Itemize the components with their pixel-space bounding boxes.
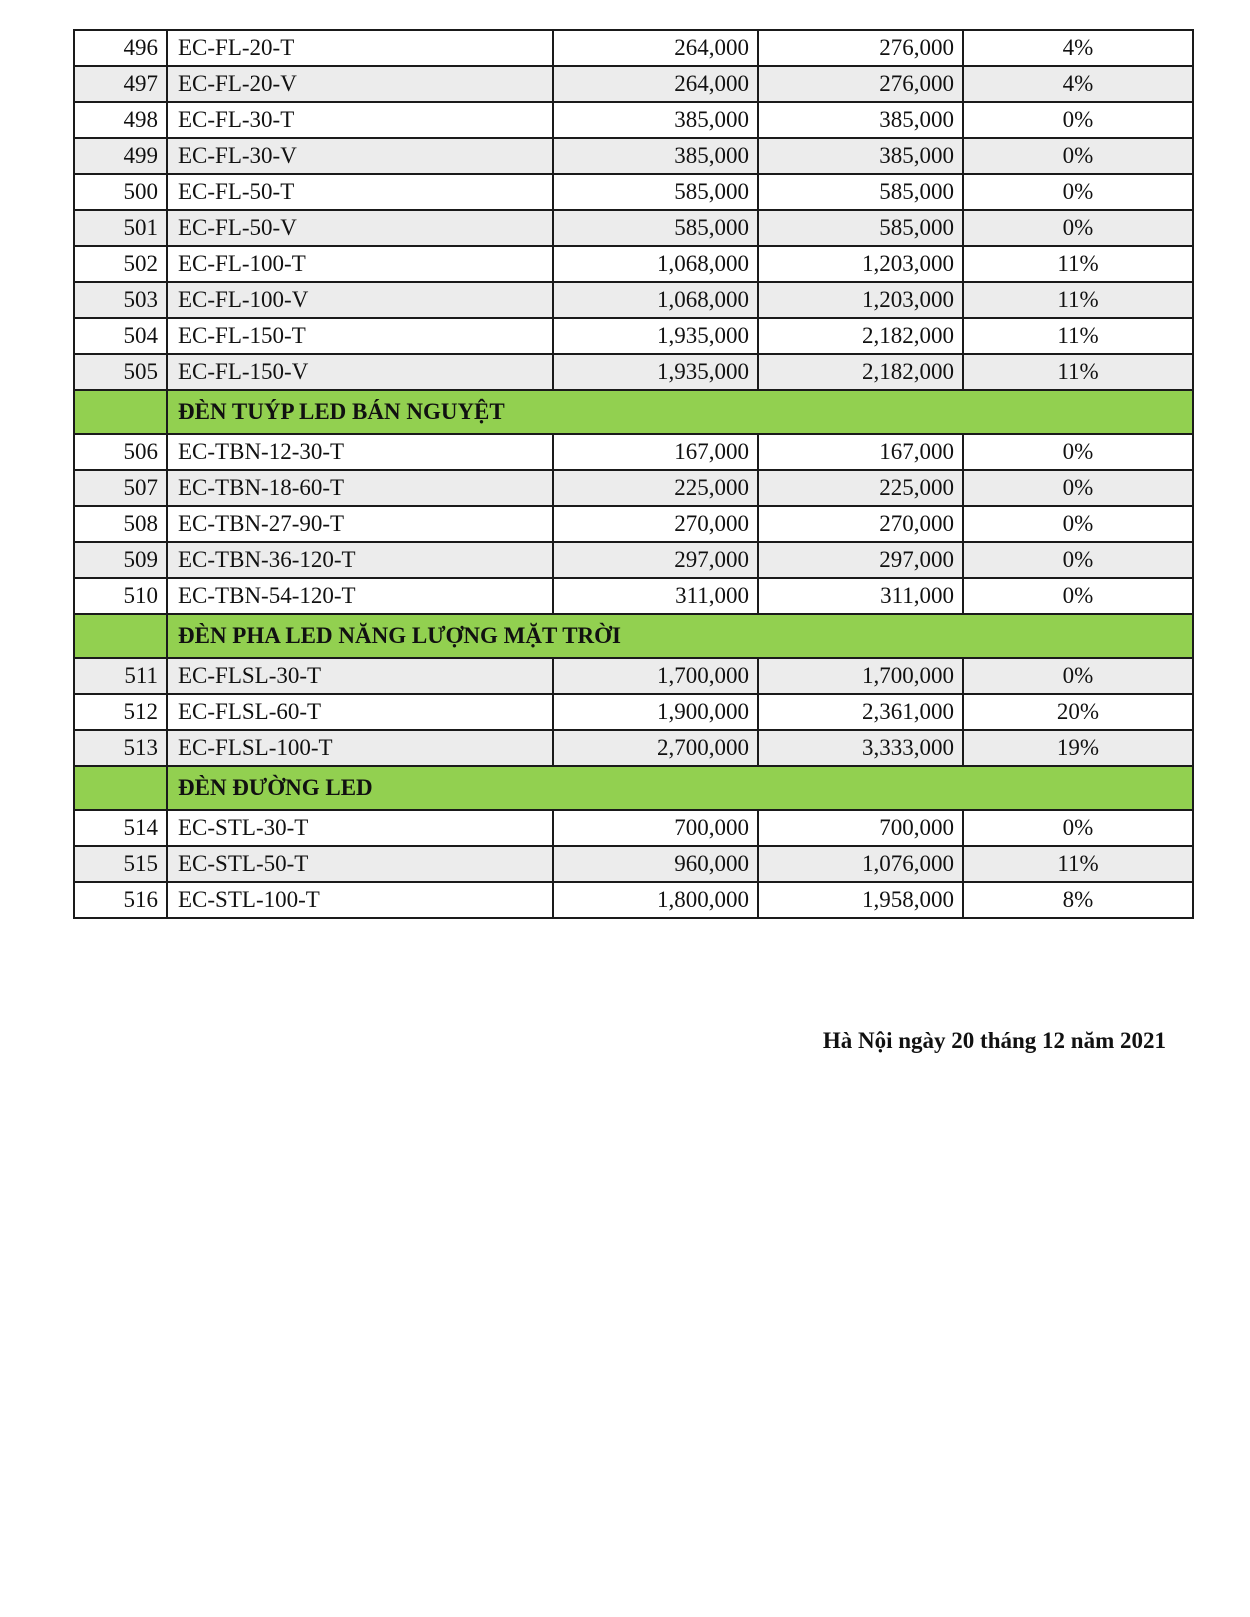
new-price-cell: 385,000 (758, 138, 963, 174)
section-title: ĐÈN TUÝP LED BÁN NGUYỆT (167, 390, 1193, 434)
new-price-cell: 276,000 (758, 66, 963, 102)
percent-change-cell: 11% (963, 354, 1193, 390)
product-code-cell: EC-FL-30-T (167, 102, 553, 138)
new-price-cell: 2,182,000 (758, 318, 963, 354)
percent-change-cell: 11% (963, 246, 1193, 282)
new-price-cell: 276,000 (758, 30, 963, 66)
table-row (74, 318, 1193, 354)
product-code-cell: EC-FL-50-T (167, 174, 553, 210)
product-code-cell: EC-TBN-27-90-T (167, 506, 553, 542)
old-price-cell: 225,000 (553, 470, 758, 506)
row-number-cell: 504 (74, 318, 167, 354)
row-number-cell: 506 (74, 434, 167, 470)
product-code-cell: EC-FL-150-T (167, 318, 553, 354)
old-price-cell: 385,000 (553, 102, 758, 138)
new-price-cell: 1,700,000 (758, 658, 963, 694)
old-price-cell: 297,000 (553, 542, 758, 578)
price-table (73, 29, 1194, 919)
percent-change-cell: 19% (963, 730, 1193, 766)
table-row (74, 138, 1193, 174)
product-code-cell: EC-TBN-54-120-T (167, 578, 553, 614)
new-price-cell: 2,182,000 (758, 354, 963, 390)
table-row (74, 174, 1193, 210)
product-code-cell: EC-FLSL-100-T (167, 730, 553, 766)
row-number-cell: 515 (74, 846, 167, 882)
product-code-cell: EC-TBN-18-60-T (167, 470, 553, 506)
old-price-cell: 1,900,000 (553, 694, 758, 730)
new-price-cell: 700,000 (758, 810, 963, 846)
row-number-cell: 508 (74, 506, 167, 542)
product-code-cell: EC-FL-20-T (167, 30, 553, 66)
product-code-cell: EC-STL-50-T (167, 846, 553, 882)
percent-change-cell: 0% (963, 506, 1193, 542)
old-price-cell: 270,000 (553, 506, 758, 542)
percent-change-cell: 0% (963, 434, 1193, 470)
old-price-cell: 585,000 (553, 174, 758, 210)
percent-change-cell: 8% (963, 882, 1193, 918)
percent-change-cell: 0% (963, 578, 1193, 614)
product-code-cell: EC-STL-100-T (167, 882, 553, 918)
date-line: Hà Nội ngày 20 tháng 12 năm 2021 (822, 1028, 1166, 1053)
percent-change-cell: 11% (963, 282, 1193, 318)
table-row (74, 882, 1193, 918)
old-price-cell: 264,000 (553, 66, 758, 102)
table-row (74, 730, 1193, 766)
product-code-cell: EC-TBN-12-30-T (167, 434, 553, 470)
old-price-cell: 1,800,000 (553, 882, 758, 918)
row-number-cell: 512 (74, 694, 167, 730)
percent-change-cell: 0% (963, 470, 1193, 506)
table-row (74, 30, 1193, 66)
row-number-cell: 496 (74, 30, 167, 66)
table-row (74, 658, 1193, 694)
percent-change-cell: 11% (963, 846, 1193, 882)
percent-change-cell: 11% (963, 318, 1193, 354)
row-number-cell: 513 (74, 730, 167, 766)
product-code-cell: EC-FLSL-60-T (167, 694, 553, 730)
section-blank-cell (74, 766, 167, 810)
new-price-cell: 385,000 (758, 102, 963, 138)
percent-change-cell: 0% (963, 210, 1193, 246)
percent-change-cell: 0% (963, 138, 1193, 174)
old-price-cell: 700,000 (553, 810, 758, 846)
new-price-cell: 1,076,000 (758, 846, 963, 882)
new-price-cell: 1,958,000 (758, 882, 963, 918)
new-price-cell: 585,000 (758, 210, 963, 246)
old-price-cell: 1,068,000 (553, 246, 758, 282)
old-price-cell: 1,068,000 (553, 282, 758, 318)
percent-change-cell: 0% (963, 102, 1193, 138)
product-code-cell: EC-FL-50-V (167, 210, 553, 246)
product-code-cell: EC-FL-150-V (167, 354, 553, 390)
section-title: ĐÈN ĐƯỜNG LED (167, 766, 1193, 810)
section-header-row (74, 766, 1193, 810)
row-number-cell: 509 (74, 542, 167, 578)
row-number-cell: 499 (74, 138, 167, 174)
new-price-cell: 297,000 (758, 542, 963, 578)
row-number-cell: 507 (74, 470, 167, 506)
old-price-cell: 385,000 (553, 138, 758, 174)
section-blank-cell (74, 614, 167, 658)
old-price-cell: 167,000 (553, 434, 758, 470)
row-number-cell: 502 (74, 246, 167, 282)
section-title: ĐÈN PHA LED NĂNG LƯỢNG MẶT TRỜI (167, 614, 1193, 658)
new-price-cell: 585,000 (758, 174, 963, 210)
row-number-cell: 505 (74, 354, 167, 390)
product-code-cell: EC-FLSL-30-T (167, 658, 553, 694)
table-row (74, 846, 1193, 882)
table-row (74, 246, 1193, 282)
product-code-cell: EC-TBN-36-120-T (167, 542, 553, 578)
row-number-cell: 500 (74, 174, 167, 210)
table-row (74, 66, 1193, 102)
table-row (74, 102, 1193, 138)
old-price-cell: 1,700,000 (553, 658, 758, 694)
product-code-cell: EC-FL-30-V (167, 138, 553, 174)
new-price-cell: 225,000 (758, 470, 963, 506)
price-table-body (74, 30, 1193, 918)
row-number-cell: 514 (74, 810, 167, 846)
row-number-cell: 516 (74, 882, 167, 918)
old-price-cell: 2,700,000 (553, 730, 758, 766)
product-code-cell: EC-STL-30-T (167, 810, 553, 846)
new-price-cell: 2,361,000 (758, 694, 963, 730)
old-price-cell: 960,000 (553, 846, 758, 882)
product-code-cell: EC-FL-100-T (167, 246, 553, 282)
percent-change-cell: 0% (963, 658, 1193, 694)
section-header-row (74, 614, 1193, 658)
percent-change-cell: 4% (963, 66, 1193, 102)
new-price-cell: 311,000 (758, 578, 963, 614)
percent-change-cell: 20% (963, 694, 1193, 730)
product-code-cell: EC-FL-100-V (167, 282, 553, 318)
table-row (74, 434, 1193, 470)
old-price-cell: 585,000 (553, 210, 758, 246)
new-price-cell: 270,000 (758, 506, 963, 542)
percent-change-cell: 0% (963, 174, 1193, 210)
table-row (74, 578, 1193, 614)
percent-change-cell: 4% (963, 30, 1193, 66)
row-number-cell: 511 (74, 658, 167, 694)
old-price-cell: 1,935,000 (553, 318, 758, 354)
table-row (74, 810, 1193, 846)
table-row (74, 542, 1193, 578)
row-number-cell: 501 (74, 210, 167, 246)
old-price-cell: 1,935,000 (553, 354, 758, 390)
row-number-cell: 503 (74, 282, 167, 318)
table-row (74, 470, 1193, 506)
row-number-cell: 497 (74, 66, 167, 102)
section-header-row (74, 390, 1193, 434)
new-price-cell: 1,203,000 (758, 246, 963, 282)
percent-change-cell: 0% (963, 810, 1193, 846)
product-code-cell: EC-FL-20-V (167, 66, 553, 102)
row-number-cell: 498 (74, 102, 167, 138)
new-price-cell: 1,203,000 (758, 282, 963, 318)
row-number-cell: 510 (74, 578, 167, 614)
table-row (74, 506, 1193, 542)
table-row (74, 282, 1193, 318)
table-row (74, 210, 1193, 246)
section-blank-cell (74, 390, 167, 434)
table-row (74, 354, 1193, 390)
old-price-cell: 311,000 (553, 578, 758, 614)
table-row (74, 694, 1193, 730)
new-price-cell: 167,000 (758, 434, 963, 470)
percent-change-cell: 0% (963, 542, 1193, 578)
old-price-cell: 264,000 (553, 30, 758, 66)
new-price-cell: 3,333,000 (758, 730, 963, 766)
